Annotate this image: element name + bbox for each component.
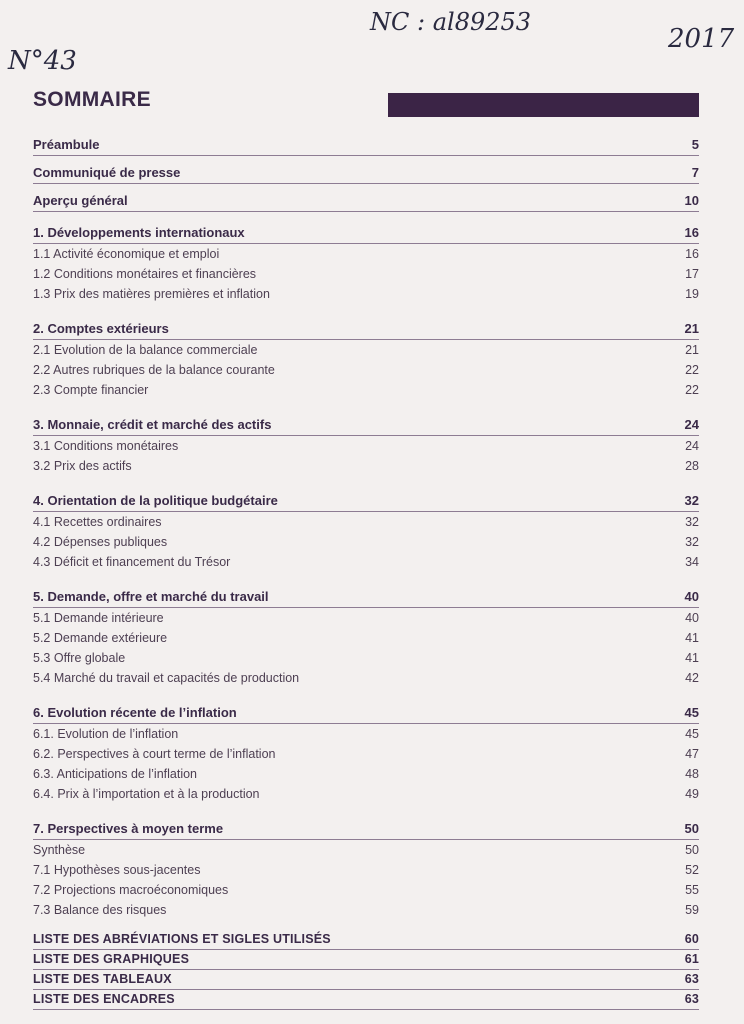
toc-entry-preambule	[33, 134, 699, 156]
toc-item	[33, 764, 699, 784]
handwritten-number: N°43	[8, 46, 77, 76]
toc-section-page: 32	[684, 493, 699, 508]
table-of-contents	[33, 134, 699, 1010]
toc-list-label: LISTE DES ABRÉVIATIONS ET SIGLES UTILISÉS	[33, 932, 331, 946]
toc-section-label: 5. Demande, offre et marché du travail	[33, 589, 269, 604]
toc-item	[33, 648, 699, 668]
toc-section-4	[33, 490, 699, 512]
handwritten-reference: NC : al89253	[370, 8, 532, 36]
toc-item-label: 7.3 Balance des risques	[33, 903, 167, 917]
toc-item	[33, 532, 699, 552]
toc-item-label: 7.1 Hypothèses sous-jacentes	[33, 863, 201, 877]
toc-section-7	[33, 818, 699, 840]
toc-item-page: 22	[685, 363, 699, 377]
toc-list-page: 63	[684, 972, 699, 986]
toc-item-label: 7.2 Projections macroéconomiques	[33, 883, 229, 897]
toc-item	[33, 608, 699, 628]
toc-item-page: 32	[685, 535, 699, 549]
toc-item-label: 5.3 Offre globale	[33, 651, 126, 665]
toc-entry-page: 5	[691, 137, 699, 152]
toc-item-label: 5.1 Demande intérieure	[33, 611, 164, 625]
toc-entry-apercu	[33, 190, 699, 212]
toc-item-page: 48	[685, 767, 699, 781]
toc-item	[33, 552, 699, 572]
toc-item	[33, 744, 699, 764]
toc-list-label: LISTE DES TABLEAUX	[33, 972, 172, 986]
toc-list-page: 60	[684, 932, 699, 946]
toc-item-label: 3.2 Prix des actifs	[33, 459, 132, 473]
toc-section-3	[33, 414, 699, 436]
toc-section-page: 40	[684, 589, 699, 604]
title-decoration-bar	[388, 93, 699, 117]
toc-section-page: 45	[684, 705, 699, 720]
toc-item-page: 32	[685, 515, 699, 529]
toc-item-page: 24	[685, 439, 699, 453]
toc-item-page: 45	[685, 727, 699, 741]
toc-item-page: 59	[685, 903, 699, 917]
toc-item-page: 50	[685, 843, 699, 857]
toc-item-page: 41	[685, 631, 699, 645]
toc-list-encadres	[33, 990, 699, 1010]
toc-item-label: 5.2 Demande extérieure	[33, 631, 168, 645]
toc-section-page: 16	[684, 225, 699, 240]
toc-list-abbreviations	[33, 930, 699, 950]
toc-item-label: 6.3. Anticipations de l’inflation	[33, 767, 197, 781]
toc-section-6	[33, 702, 699, 724]
toc-item	[33, 668, 699, 688]
toc-item	[33, 284, 699, 304]
toc-item-label: 5.4 Marché du travail et capacités de production	[33, 671, 300, 685]
toc-item-label: Synthèse	[33, 843, 86, 857]
toc-list-label: LISTE DES ENCADRES	[33, 992, 175, 1006]
toc-list-label: LISTE DES GRAPHIQUES	[33, 952, 190, 966]
toc-item	[33, 264, 699, 284]
toc-list-page: 63	[684, 992, 699, 1006]
toc-item-label: 4.2 Dépenses publiques	[33, 535, 168, 549]
handwritten-year: 2017	[668, 24, 735, 54]
toc-item-label: 1.3 Prix des matières premières et inflation	[33, 287, 270, 301]
toc-section-page: 24	[684, 417, 699, 432]
toc-item-label: 1.1 Activité économique et emploi	[33, 247, 220, 261]
toc-section-page: 21	[684, 321, 699, 336]
toc-item-page: 49	[685, 787, 699, 801]
toc-section-label: 2. Comptes extérieurs	[33, 321, 169, 336]
toc-item-page: 28	[685, 459, 699, 473]
toc-item	[33, 340, 699, 360]
toc-list-graphiques	[33, 950, 699, 970]
toc-item	[33, 456, 699, 476]
toc-item-page: 41	[685, 651, 699, 665]
toc-list-page: 61	[684, 952, 699, 966]
toc-item-page: 42	[685, 671, 699, 685]
toc-item	[33, 724, 699, 744]
toc-item-page: 40	[685, 611, 699, 625]
toc-item-label: 2.1 Evolution de la balance commerciale	[33, 343, 258, 357]
toc-item-page: 47	[685, 747, 699, 761]
page-title: SOMMAIRE	[33, 88, 151, 111]
toc-item-page: 17	[685, 267, 699, 281]
toc-item-label: 6.2. Perspectives à court terme de l’inflation	[33, 747, 276, 761]
toc-entry-label: Aperçu général	[33, 193, 128, 208]
toc-item	[33, 840, 699, 860]
toc-section-label: 7. Perspectives à moyen terme	[33, 821, 224, 836]
toc-section-5	[33, 586, 699, 608]
toc-item-page: 34	[685, 555, 699, 569]
toc-list-tableaux	[33, 970, 699, 990]
toc-item	[33, 436, 699, 456]
toc-item	[33, 360, 699, 380]
toc-item	[33, 244, 699, 264]
toc-section-2	[33, 318, 699, 340]
toc-item-label: 1.2 Conditions monétaires et financières	[33, 267, 257, 281]
toc-item-page: 16	[685, 247, 699, 261]
toc-item	[33, 784, 699, 804]
toc-item	[33, 512, 699, 532]
toc-item-page: 22	[685, 383, 699, 397]
toc-item	[33, 860, 699, 880]
toc-section-1	[33, 222, 699, 244]
toc-lists	[33, 930, 699, 1010]
toc-item-label: 4.1 Recettes ordinaires	[33, 515, 162, 529]
toc-item-page: 19	[685, 287, 699, 301]
toc-section-label: 6. Evolution récente de l’inflation	[33, 705, 237, 720]
toc-item	[33, 628, 699, 648]
toc-section-label: 4. Orientation de la politique budgétaire	[33, 493, 278, 508]
toc-item-label: 4.3 Déficit et financement du Trésor	[33, 555, 231, 569]
toc-section-label: 1. Développements internationaux	[33, 225, 245, 240]
toc-item-page: 52	[685, 863, 699, 877]
toc-entry-label: Communiqué de presse	[33, 165, 181, 180]
toc-item	[33, 380, 699, 400]
toc-section-label: 3. Monnaie, crédit et marché des actifs	[33, 417, 272, 432]
toc-item-label: 3.1 Conditions monétaires	[33, 439, 179, 453]
toc-item-label: 6.1. Evolution de l’inflation	[33, 727, 179, 741]
toc-section-page: 50	[684, 821, 699, 836]
toc-item	[33, 900, 699, 920]
toc-entry-page: 10	[684, 193, 699, 208]
toc-entry-page: 7	[691, 165, 699, 180]
toc-item-label: 2.2 Autres rubriques de la balance courante	[33, 363, 275, 377]
toc-entry-label: Préambule	[33, 137, 100, 152]
toc-entry-communique	[33, 162, 699, 184]
toc-item-label: 6.4. Prix à l’importation et à la production	[33, 787, 260, 801]
toc-item-page: 21	[685, 343, 699, 357]
toc-item-page: 55	[685, 883, 699, 897]
toc-item	[33, 880, 699, 900]
toc-item-label: 2.3 Compte financier	[33, 383, 149, 397]
